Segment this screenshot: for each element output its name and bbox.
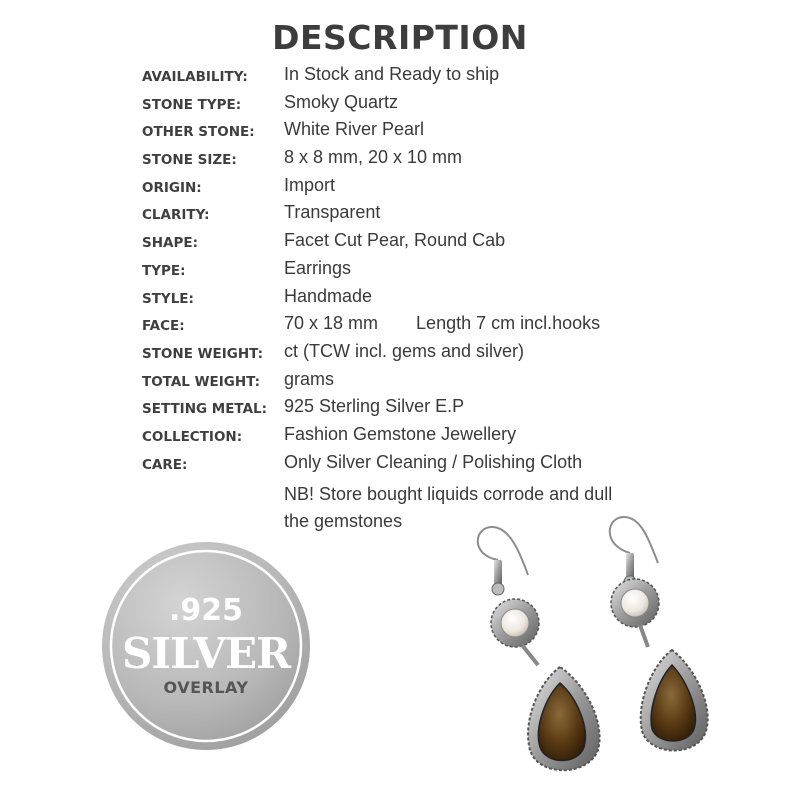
spec-value: 925 Sterling Silver E.P xyxy=(284,396,465,417)
spec-label: FACE: xyxy=(142,318,185,335)
spec-label: STONE TYPE: xyxy=(142,96,242,113)
spec-value: Import xyxy=(284,174,336,195)
badge-purity: .925 xyxy=(168,593,244,628)
badge-metal: SILVER xyxy=(121,629,291,678)
spec-value: 8 x 8 mm, 20 x 10 mm xyxy=(284,147,463,168)
spec-value xyxy=(284,313,600,334)
spec-value: Only Silver Cleaning / Polishing Cloth xyxy=(284,451,583,472)
spec-value: Smoky Quartz xyxy=(284,91,399,112)
spec-label: CARE: xyxy=(142,456,188,473)
spec-value: ct (TCW incl. gems and silver) xyxy=(284,340,525,361)
care-note-line: the gemstones xyxy=(284,511,403,531)
badge-overlay: OVERLAY xyxy=(163,678,249,697)
spec-value: Facet Cut Pear, Round Cab xyxy=(284,230,506,251)
spec-label: SHAPE: xyxy=(142,235,198,252)
spec-label: STONE SIZE: xyxy=(142,152,237,169)
spec-label: CLARITY: xyxy=(142,207,210,224)
page-title: DESCRIPTION xyxy=(272,18,528,57)
spec-value: Transparent xyxy=(284,202,381,223)
spec-label: SETTING METAL: xyxy=(142,401,268,418)
spec-label: TOTAL WEIGHT: xyxy=(142,373,260,390)
spec-label: STYLE: xyxy=(142,290,194,307)
spec-value: White River Pearl xyxy=(284,119,425,140)
spec-label: STONE WEIGHT: xyxy=(142,345,264,362)
spec-label: ORIGIN: xyxy=(142,179,202,196)
spec-value: grams xyxy=(284,368,335,389)
spec-label: OTHER STONE: xyxy=(142,124,255,141)
spec-value: Earrings xyxy=(284,257,352,278)
spec-value: Handmade xyxy=(284,285,373,306)
face-length: Length 7 cm incl.hooks xyxy=(416,313,601,334)
face-dimensions: 70 x 18 mm xyxy=(284,313,379,334)
silver-overlay-badge xyxy=(101,541,311,751)
spec-label: TYPE: xyxy=(142,262,186,279)
left-earring xyxy=(478,527,600,770)
earrings-photo xyxy=(460,505,760,795)
spec-value: In Stock and Ready to ship xyxy=(284,64,500,84)
spec-label: COLLECTION: xyxy=(142,428,243,445)
right-earring xyxy=(610,517,708,751)
care-note-line: NB! Store bought liquids corrode and dull xyxy=(284,484,613,504)
spec-label: AVAILABILITY: xyxy=(142,69,248,85)
spec-value: Fashion Gemstone Jewellery xyxy=(284,423,517,444)
